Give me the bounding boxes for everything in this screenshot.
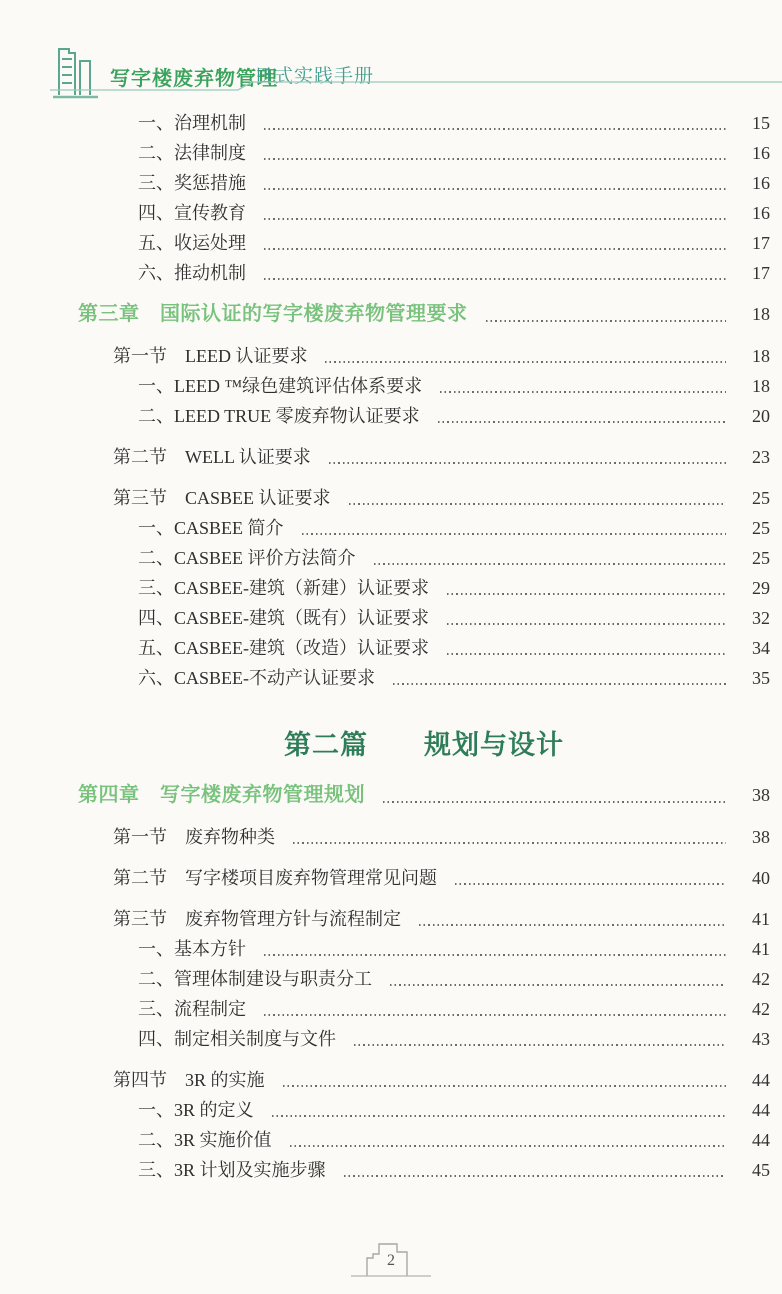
toc-entry-label: 第三章 国际认证的写字楼废弃物管理要求 [78,303,468,325]
toc-entry-label: 五、CASBEE-建筑（改造）认证要求 [138,638,430,658]
toc-entry-page: 34 [752,638,770,658]
toc-entry-page: 40 [752,868,770,888]
toc-entry-label: 六、CASBEE-不动产认证要求 [138,668,376,688]
toc-entry-section [78,1065,770,1095]
toc-entry-chapter [78,298,770,330]
toc-entry-label: 六、推动机制 [138,263,246,283]
toc-entry-label: 第一节 LEED 认证要求 [113,346,308,366]
toc-entry-label: 四、宣传教育 [138,203,246,223]
toc-dot-leader [447,593,726,595]
toc-entry-item [78,198,770,228]
page-footer [0,1236,782,1284]
toc-entry-page: 32 [752,608,770,628]
toc-dot-leader [264,248,726,250]
toc-entry-item [78,513,770,543]
toc-entry-page: 16 [752,143,770,163]
toc-entry-label: 一、3R 的定义 [138,1100,254,1120]
toc-entry-item [78,168,770,198]
toc-dot-leader [302,533,726,535]
toc-entry-label: 二、3R 实施价值 [138,1130,272,1150]
toc-entry-label: 二、管理体制建设与职责分工 [138,969,372,989]
toc-dot-leader [293,842,726,844]
toc-entry-label: 二、法律制度 [138,143,246,163]
toc-entry-section [78,341,770,371]
toc-entry-label: 三、奖惩措施 [138,173,246,193]
toc-entry-item [78,1095,770,1125]
toc-entry-label: 四、CASBEE-建筑（既有）认证要求 [138,608,430,628]
toc-dot-leader [329,462,726,464]
office-buildings-icon [52,44,104,102]
toc-entry-page: 23 [752,447,770,467]
toc-dot-leader [264,278,726,280]
toc-entry-label: 一、LEED ™绿色建筑评估体系要求 [138,376,423,396]
toc-entry-section [78,483,770,513]
toc-entry-page: 45 [752,1160,770,1180]
toc-entry-page: 44 [752,1070,770,1090]
toc-entry-item [78,138,770,168]
toc-entry-item [78,258,770,288]
toc-dot-leader [440,391,726,393]
toc-dot-leader [264,128,726,130]
toc-entry-page: 18 [752,304,770,324]
toc-dot-leader [438,421,726,423]
toc-entry-label: 第三节 废弃物管理方针与流程制定 [113,909,401,929]
toc-entry-page: 15 [752,113,770,133]
toc-entry-label: 第四章 写字楼废弃物管理规划 [78,784,365,806]
toc-entry-item [78,633,770,663]
toc-entry-page: 29 [752,578,770,598]
toc-entry-page: 41 [752,909,770,929]
toc-dot-leader [349,503,726,505]
footer-page-number: 2 [387,1252,395,1269]
toc-entry-page: 17 [752,263,770,283]
toc-dot-leader [390,984,726,986]
toc-entry-page: 18 [752,346,770,366]
toc-entry-page: 16 [752,203,770,223]
part-title: 第二篇 规划与设计 [284,730,564,760]
toc-entry-label: 第一节 废弃物种类 [113,827,275,847]
header-rule [0,78,782,92]
toc-dot-leader [272,1115,726,1117]
toc-entry-item [78,934,770,964]
toc-dot-leader [393,683,726,685]
toc-entry-item [78,228,770,258]
toc-entry-page: 20 [752,406,770,426]
toc-entry-label: 一、治理机制 [138,113,246,133]
toc-entry-item [78,401,770,431]
toc-entry-item [78,573,770,603]
toc-dot-leader [264,158,726,160]
toc-entry-item [78,108,770,138]
toc-entry-label: 四、制定相关制度与文件 [138,1029,336,1049]
toc-entry-label: 第三节 CASBEE 认证要求 [113,488,331,508]
toc-entry-item [78,371,770,401]
toc-entry-label: 三、CASBEE-建筑（新建）认证要求 [138,578,430,598]
toc-entry-label: 一、CASBEE 简介 [138,518,284,538]
toc-entry-item [78,603,770,633]
toc-entry-section [78,442,770,472]
toc-entry-item [78,1024,770,1054]
toc-dot-leader [455,883,726,885]
toc-entry-label: 二、LEED TRUE 零废弃物认证要求 [138,406,420,426]
toc-entry-item [78,543,770,573]
toc-entry-page: 42 [752,969,770,989]
toc-entry-item [78,1125,770,1155]
toc-dot-leader [419,924,726,926]
toc-entry-label: 第二节 写字楼项目废弃物管理常见问题 [113,868,437,888]
toc-dot-leader [374,563,726,565]
toc-entry-page: 16 [752,173,770,193]
toc-entry-page: 35 [752,668,770,688]
toc-entry-page: 18 [752,376,770,396]
toc-entry-item [78,994,770,1024]
toc-entry-item [78,964,770,994]
toc-dot-leader [325,361,726,363]
toc-entry-section [78,904,770,934]
toc-entry-item [78,663,770,693]
book-title: 写字楼废弃物管理 [110,68,278,90]
toc-dot-leader [264,218,726,220]
toc-dot-leader [486,320,727,322]
toc-entry-page: 25 [752,518,770,538]
toc-dot-leader [290,1145,726,1147]
toc-dot-leader [264,188,726,190]
toc-entry-page: 41 [752,939,770,959]
toc-dot-leader [283,1085,726,1087]
toc-dot-leader [447,623,726,625]
toc-entry-label: 第二节 WELL 认证要求 [113,447,311,467]
toc-dot-leader [383,801,726,803]
toc-entry-page: 25 [752,488,770,508]
toc-dot-leader [354,1044,726,1046]
toc-entry-label: 三、3R 计划及实施步骤 [138,1160,326,1180]
toc-entry-page: 17 [752,233,770,253]
toc-entry-label: 五、收运处理 [138,233,246,253]
toc-entry-chapter [78,779,770,811]
toc-entry-label: 一、基本方针 [138,939,246,959]
toc-entry-label: 二、CASBEE 评价方法简介 [138,548,356,568]
toc-entry-label: 第四节 3R 的实施 [113,1070,265,1090]
toc-entry-label: 三、流程制定 [138,999,246,1019]
toc-entry-page: 25 [752,548,770,568]
page-header [0,0,782,100]
toc-dot-leader [264,1014,726,1016]
toc-entry-section [78,822,770,852]
toc-entry-page: 38 [752,785,770,805]
toc-entry-page: 38 [752,827,770,847]
toc-dot-leader [344,1175,726,1177]
toc-entry-section [78,863,770,893]
toc-entry-page: 42 [752,999,770,1019]
toc-entry-page: 43 [752,1029,770,1049]
toc-entry-item [78,1155,770,1185]
book-subtitle: 日式实践手册 [254,66,375,87]
toc-dot-leader [264,954,726,956]
toc-entry-page: 44 [752,1100,770,1120]
toc-entry-page: 44 [752,1130,770,1150]
toc-dot-leader [447,653,726,655]
toc-list [78,108,770,1185]
